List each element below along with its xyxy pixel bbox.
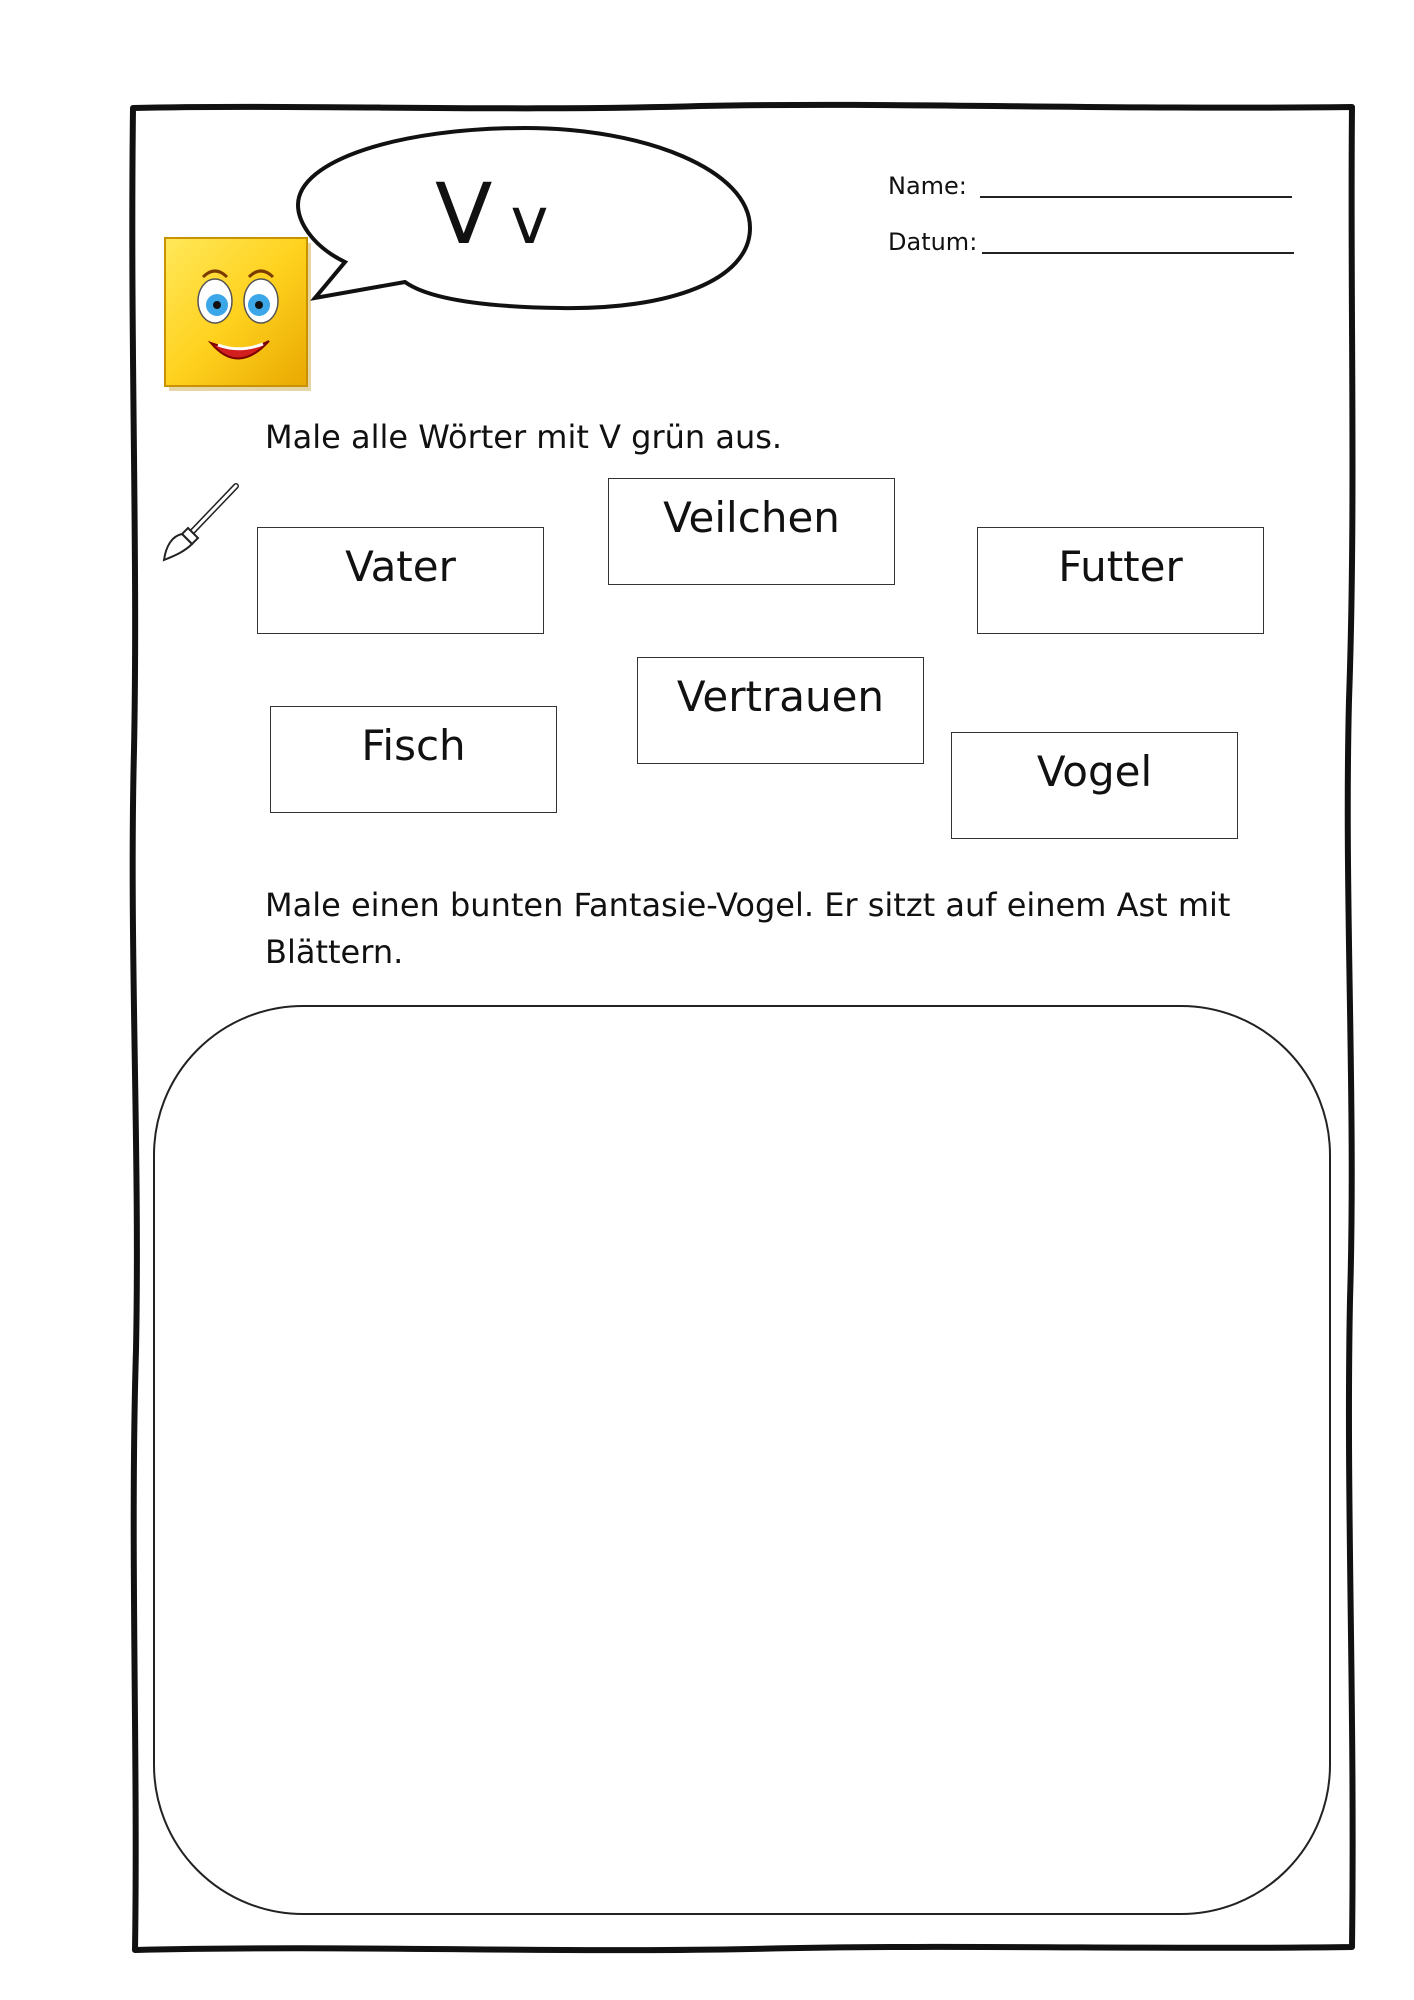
task2-instruction	[265, 882, 1265, 976]
task2-instruction-line1: Male einen bunten Fantasie-Vogel. Er sitzt auf einem Ast mit	[265, 886, 1231, 924]
word-box-fisch[interactable]: Fisch	[270, 706, 557, 813]
word-box-veilchen[interactable]: Veilchen	[608, 478, 895, 585]
word-box-vertrauen[interactable]: Vertrauen	[637, 657, 924, 764]
name-label: Name:	[888, 172, 967, 200]
letter-lowercase: v	[510, 185, 553, 259]
speech-bubble-letters	[435, 165, 585, 263]
smiley-face-icon	[163, 235, 315, 395]
task1-instruction: Male alle Wörter mit V grün aus.	[265, 418, 783, 456]
date-label: Datum:	[888, 228, 978, 256]
letter-uppercase: V	[435, 165, 497, 263]
date-field[interactable]	[982, 252, 1294, 254]
drawing-area[interactable]	[153, 1005, 1331, 1915]
word-box-vogel[interactable]: Vogel	[951, 732, 1238, 839]
word-box-vater[interactable]: Vater	[257, 527, 544, 634]
task2-instruction-line2: Blättern.	[265, 933, 404, 971]
name-field[interactable]	[980, 196, 1292, 198]
paintbrush-icon	[158, 482, 242, 564]
word-box-futter[interactable]: Futter	[977, 527, 1264, 634]
